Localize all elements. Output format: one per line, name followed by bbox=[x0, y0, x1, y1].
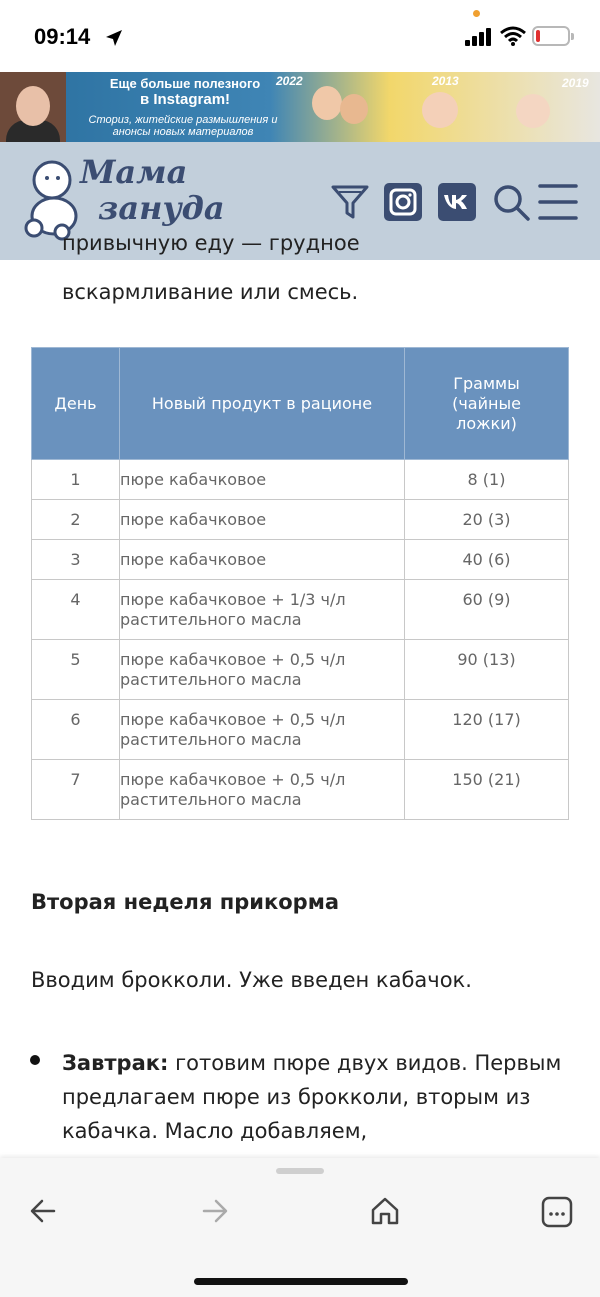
list-bullet bbox=[30, 1055, 40, 1065]
wifi-icon bbox=[500, 26, 526, 46]
banner-photo-kid bbox=[312, 86, 342, 120]
banner-line3: Сториз, житейские размышления и анонсы новых материалов bbox=[88, 114, 278, 138]
table-cell-grams: 150 (21) bbox=[405, 760, 569, 820]
table-cell-product: пюре кабачковое bbox=[120, 460, 405, 500]
article-text-line: вскармливание или смесь. bbox=[62, 280, 359, 304]
table-cell-product: пюре кабачковое bbox=[120, 500, 405, 540]
banner-year-2022: 2022 bbox=[276, 74, 303, 88]
logo-line1: Мама bbox=[80, 153, 188, 191]
table-cell-grams: 90 (13) bbox=[405, 640, 569, 700]
table-cell-product: пюре кабачковое bbox=[120, 540, 405, 580]
forward-arrow-icon[interactable] bbox=[200, 1196, 230, 1226]
table-cell-product: пюре кабачковое + 0,5 ч/л растительного масла bbox=[120, 700, 405, 760]
signal-icon bbox=[465, 28, 493, 46]
table-cell-day: 6 bbox=[32, 700, 120, 760]
logo-baby-icon[interactable] bbox=[22, 158, 86, 238]
table-cell-day: 2 bbox=[32, 500, 120, 540]
table-row bbox=[32, 580, 569, 640]
instagram-promo-banner[interactable] bbox=[0, 72, 600, 142]
sheet-grabber[interactable] bbox=[276, 1168, 324, 1174]
instagram-icon[interactable] bbox=[383, 182, 423, 222]
table-row bbox=[32, 460, 569, 500]
banner-photo-woman bbox=[0, 72, 66, 142]
table-cell-day: 4 bbox=[32, 580, 120, 640]
table-cell-grams: 20 (3) bbox=[405, 500, 569, 540]
search-icon[interactable] bbox=[491, 182, 531, 222]
table-header-day: День bbox=[32, 348, 120, 460]
banner-photo-baby bbox=[516, 94, 550, 128]
banner-photo-kid bbox=[340, 94, 368, 124]
browser-toolbar bbox=[0, 1158, 600, 1297]
vk-icon[interactable] bbox=[437, 182, 477, 222]
list-item-label: Завтрак: bbox=[62, 1051, 169, 1075]
table-cell-product: пюре кабачковое + 0,5 ч/л растительного масла bbox=[120, 640, 405, 700]
tabs-icon[interactable] bbox=[541, 1196, 573, 1228]
table-row bbox=[32, 540, 569, 580]
banner-photo-baby bbox=[422, 92, 458, 128]
table-row bbox=[32, 500, 569, 540]
battery-icon bbox=[532, 26, 570, 46]
article-cut-line: привычную еду — грудное bbox=[62, 231, 360, 255]
table-cell-day: 7 bbox=[32, 760, 120, 820]
table-row bbox=[32, 760, 569, 820]
table-cell-grams: 60 (9) bbox=[405, 580, 569, 640]
logo-line2: зануда bbox=[98, 189, 225, 227]
table-cell-day: 1 bbox=[32, 460, 120, 500]
status-time: 09:14 bbox=[34, 24, 91, 49]
home-icon[interactable] bbox=[370, 1196, 400, 1226]
section-heading: Вторая неделя прикорма bbox=[31, 890, 340, 914]
table-row bbox=[32, 700, 569, 760]
feeding-table bbox=[31, 347, 569, 820]
table-cell-grams: 40 (6) bbox=[405, 540, 569, 580]
filter-icon[interactable] bbox=[330, 182, 370, 222]
site-logo[interactable] bbox=[80, 154, 225, 226]
banner-line2: в Instagram! bbox=[139, 91, 231, 108]
status-bar bbox=[0, 0, 600, 72]
banner-line1: Еще больше полезного bbox=[109, 76, 261, 91]
paragraph: Вводим брокколи. Уже введен кабачок. bbox=[31, 968, 472, 992]
table-row bbox=[32, 640, 569, 700]
location-arrow-icon bbox=[104, 28, 124, 48]
list-item-text: готовим пюре двух видов. Первым предлагаем пюре из брокколи, вторым из кабачка. Масло добавляем, bbox=[62, 1051, 562, 1143]
banner-year-2019: 2019 bbox=[562, 76, 589, 90]
privacy-dot bbox=[473, 10, 480, 17]
menu-icon[interactable] bbox=[538, 182, 578, 222]
table-header-grams: Граммы (чайные ложки) bbox=[405, 348, 569, 460]
home-indicator bbox=[194, 1278, 408, 1285]
table-cell-day: 5 bbox=[32, 640, 120, 700]
table-cell-product: пюре кабачковое + 1/3 ч/л растительного масла bbox=[120, 580, 405, 640]
table-cell-grams: 8 (1) bbox=[405, 460, 569, 500]
table-cell-product: пюре кабачковое + 0,5 ч/л растительного масла bbox=[120, 760, 405, 820]
list-item bbox=[62, 1046, 562, 1148]
table-header-product: Новый продукт в рационе bbox=[120, 348, 405, 460]
table-cell-grams: 120 (17) bbox=[405, 700, 569, 760]
table-cell-day: 3 bbox=[32, 540, 120, 580]
banner-year-2013: 2013 bbox=[432, 74, 459, 88]
back-arrow-icon[interactable] bbox=[28, 1196, 58, 1226]
